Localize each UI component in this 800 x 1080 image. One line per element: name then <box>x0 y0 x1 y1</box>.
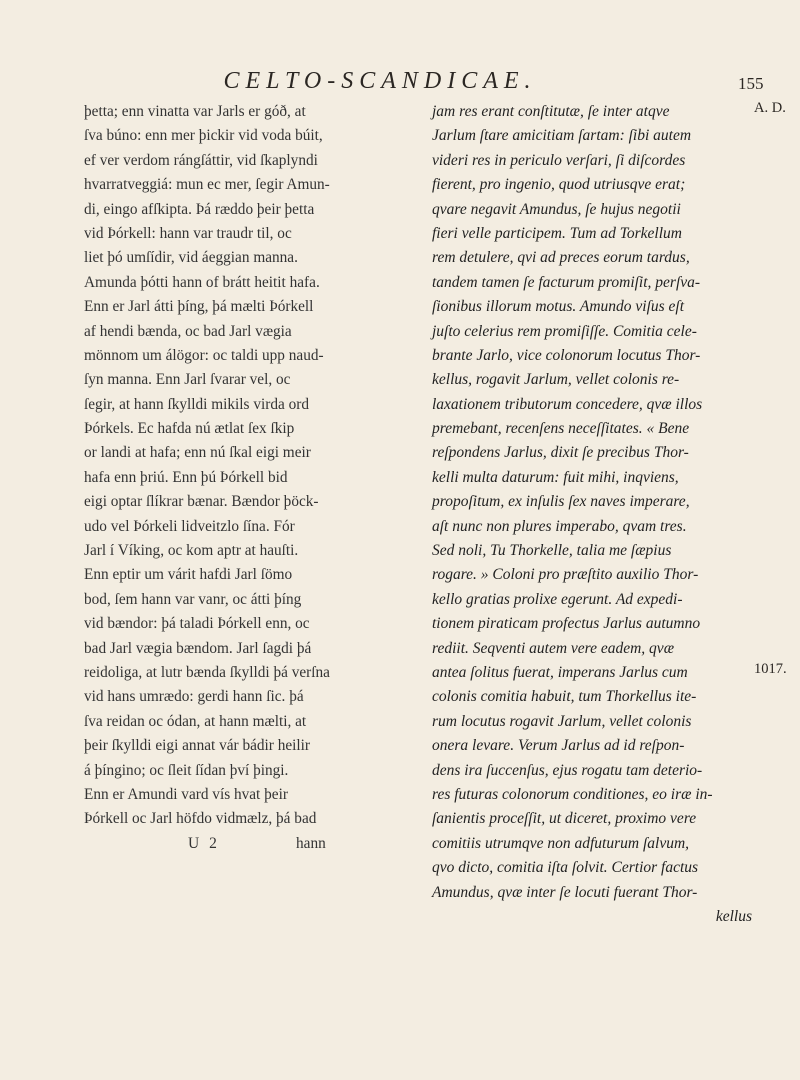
right-line: ſanientis proceſſit, ut diceret, proximo vere <box>432 810 697 828</box>
left-line: Enn er Jarl átti þíng, þá mælti Þórkell <box>84 298 314 316</box>
left-line: vid bændor: þá taladi Þórkell enn, oc <box>84 615 310 633</box>
right-line: comitiis utrumqve non adfuturum ſalvum, <box>432 834 690 852</box>
right-line: juſto celerius rem promiſiſſe. Comitia cele- <box>432 322 697 340</box>
right-line: premebant, recenſens neceſſitates. « Bene <box>432 420 690 438</box>
right-line: Amundus, qvæ inter ſe locuti fuerant Thor- <box>432 883 698 901</box>
left-line: Enn eptir um várit hafdi Jarl ſömo <box>84 566 293 584</box>
left-column-icelandic <box>84 100 360 832</box>
right-line: jam res erant conſtitutæ, ſe inter atqve <box>432 103 670 120</box>
left-line: liet þó umſídir, vid áeggian manna. <box>84 249 298 267</box>
margin-note-era: A. D. <box>754 100 786 116</box>
right-line: qvare negavit Amundus, ſe hujus negotii <box>432 200 681 218</box>
left-line: ſva búno: enn mer þickir vid voda búit, <box>84 127 323 145</box>
right-line: reſpondens Jarlus, dixit ſe precibus Thor- <box>432 444 689 462</box>
right-line: laxationem tributorum concedere, qvæ illos <box>432 395 703 413</box>
right-line: dens ira ſuccenſus, ejus rogatu tam deterio- <box>432 761 703 779</box>
left-line: vid Þórkell: hann var traudr til, oc <box>84 224 292 242</box>
catchword: hann <box>296 835 326 852</box>
left-line: reidoliga, at lutr bænda ſkylldi þá verſna <box>84 663 330 681</box>
left-line: ſyn manna. Enn Jarl ſvarar vel, oc <box>84 371 291 389</box>
right-line: Jarlum ſtare amicitiam ſartam: ſibi autem <box>432 127 692 145</box>
right-line: qvo dicto, comitia iſta ſolvit. Certior factus <box>432 859 699 877</box>
right-line: colonis comitia habuit, tum Thorkellus ite- <box>432 688 697 706</box>
left-line: á þíngino; oc ſleit ſídan því þingi. <box>84 761 289 779</box>
left-line: þetta; enn vinatta var Jarls er góð, at <box>84 103 306 120</box>
right-line: kello gratias prolixe egerunt. Ad expedi- <box>432 590 683 608</box>
right-line: aſt nunc non plures imperabo, qvam tres. <box>432 517 687 535</box>
margin-note-year: 1017. <box>754 661 787 677</box>
right-line: rediit. Seqventi autem vere eadem, qvæ <box>432 639 675 657</box>
left-line: Jarl í Víking, oc kom aptr at hauſti. <box>84 542 299 560</box>
left-line: di, eingo afſkipta. Þá ræddo þeir þetta <box>84 200 315 218</box>
left-line: hafa enn þriú. Enn þú Þórkell bid <box>84 468 288 486</box>
right-line: rum locutus rogavit Jarlum, vellet colonis <box>432 712 692 730</box>
left-line: Enn er Amundi vard vís hvat þeir <box>84 785 288 803</box>
right-line: kellus, rogavit Jarlum, vellet colonis re- <box>432 371 680 389</box>
right-line: res futuras colonorum conditiones, eo iræ in- <box>432 785 713 803</box>
page-number: 155 <box>738 74 764 93</box>
left-line: þeir ſkylldi eigi annat vár bádir heilir <box>84 737 310 755</box>
left-line: vid hans umrædo: gerdi hann ſic. þá <box>84 688 304 706</box>
right-line: fierent, pro ingenio, quod utriusqve erat; <box>432 176 686 194</box>
left-line: eigi optar ſlíkrar bænar. Bændor þöck- <box>84 493 319 511</box>
left-line: ſva reidan oc ódan, at hann mælti, at <box>84 712 307 730</box>
left-line: bad Jarl vægia bændom. Jarl ſagdi þá <box>84 639 312 657</box>
right-column-latin <box>432 100 752 929</box>
left-line: or landi at hafa; enn nú ſkal eigi meir <box>84 444 311 462</box>
left-line: af hendi bænda, oc bad Jarl vægia <box>84 322 292 340</box>
left-line: Amunda þótti hann of brátt heitit hafa. <box>84 273 320 291</box>
left-line: ef ver verdom rángſáttir, vid ſkaplyndi <box>84 151 318 169</box>
right-line: antea ſolitus fuerat, imperans Jarlus cum <box>432 663 688 681</box>
left-line: ſegir, at hann ſkylldi mikils virda ord <box>84 395 309 413</box>
right-line: rogare. » Coloni pro præſtito auxilio Thor- <box>432 566 699 584</box>
right-line: kelli multa daturum: fuit mihi, inqviens, <box>432 468 679 486</box>
right-line: tionem piraticam profectus Jarlus autumno <box>432 615 701 633</box>
left-line: hvarratveggiá: mun ec mer, ſegir Amun- <box>84 176 330 194</box>
right-line: onera levare. Verum Jarlus ad id reſpon- <box>432 737 685 755</box>
right-line: propoſitum, ex inſulis ſex naves imperare, <box>432 493 690 511</box>
right-line: brante Jarlo, vice colonorum locutus Thor- <box>432 346 701 364</box>
right-line: Sed noli, Tu Thorkelle, talia me ſæpius <box>432 542 672 560</box>
right-line: tandem tamen ſe facturum promiſit, perſva- <box>432 273 701 291</box>
left-line: bod, ſem hann var vanr, oc átti þíng <box>84 590 302 608</box>
left-line: mönnom um álögor: oc taldi upp naud- <box>84 346 324 364</box>
left-line: Þórkell oc Jarl höfdo vidmælz, þá bad <box>84 810 317 828</box>
left-line: Þórkels. Ec hafda nú ætlat ſex ſkip <box>84 420 295 438</box>
right-line: ſionibus illorum motus. Amundo viſus eſt <box>432 298 685 316</box>
running-title: CELTO-SCANDICAE. <box>223 68 537 94</box>
right-line: videri res in periculo verſari, ſi diſcordes <box>432 151 686 169</box>
left-line: udo vel Þórkeli lidveitzlo ſína. Fór <box>84 517 295 535</box>
right-line: fieri velle participem. Tum ad Torkellum <box>432 224 682 242</box>
right-catchword: kellus <box>715 907 752 925</box>
signature-mark: U 2 <box>188 835 220 852</box>
right-line: rem detulere, qvi ad preces eorum tardus, <box>432 249 690 267</box>
